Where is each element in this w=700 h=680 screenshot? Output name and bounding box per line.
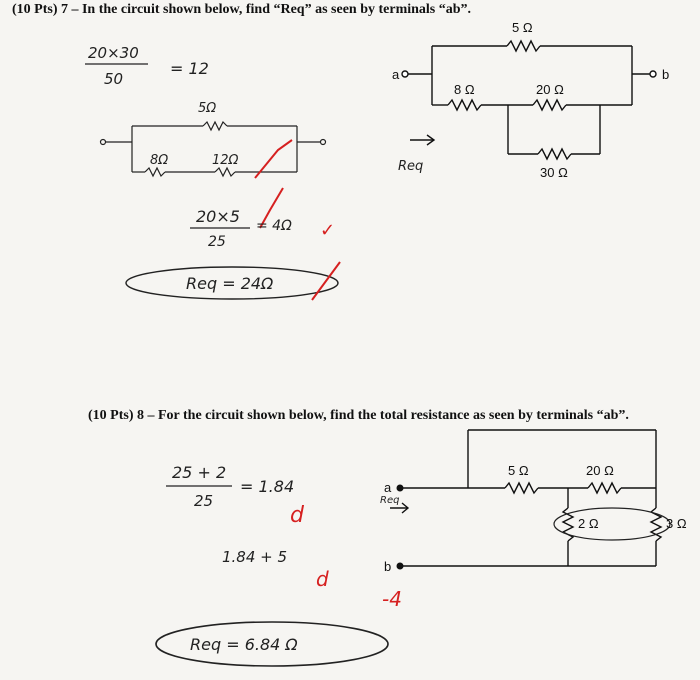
hw7-calc2-result: = 4Ω [256, 218, 292, 234]
terminal-b-label-8: b [384, 559, 392, 574]
problem-8-header: (10 Pts) 8 – For the circuit shown below, find the total resistance as seen by terminals “ab”. [88, 408, 629, 423]
hw8-calc2: 1.84 + 5 [222, 548, 288, 566]
label-5-ohm-7: 5 Ω [512, 20, 533, 35]
terminal-b-label-7: b [662, 67, 670, 82]
hw8-calc1: 25 + 2 [172, 463, 227, 482]
hw7-r8: 8Ω [150, 153, 169, 168]
label-20-ohm-8: 20 Ω [586, 463, 614, 478]
terminal-a-label-8: a [384, 480, 392, 495]
req-note-8: Req [380, 495, 400, 506]
hw8-answer: Req = 6.84 Ω [190, 635, 298, 654]
label-30-ohm-7: 30 Ω [540, 165, 568, 180]
hw7-grade-mark: ✓ [320, 220, 336, 241]
terminal-b-7 [650, 71, 656, 77]
terminal-a-label-7: a [392, 67, 400, 82]
hw7-calc1-result: = 12 [170, 59, 209, 78]
resistor-20-ohm-8 [588, 483, 621, 493]
hw8-red-mark1: d [290, 503, 304, 528]
resistor-5-ohm-7 [507, 41, 540, 51]
hw7-calc2: 20×5 [196, 207, 240, 226]
hw8-calc1-result: = 1.84 [240, 477, 295, 496]
resistor-8-ohm-7 [448, 100, 481, 110]
circuit-8 [390, 430, 661, 569]
hw7-calc1: 20×30 [88, 44, 139, 62]
terminal-b-8 [397, 563, 403, 569]
circuit-7 [402, 41, 656, 159]
resistor-20-ohm-7 [533, 100, 566, 110]
terminal-a-7 [402, 71, 408, 77]
hw8-score: -4 [382, 587, 402, 611]
problem-7-header: (10 Pts) 7 – In the circuit shown below, find “Req” as seen by terminals “ab”. [12, 2, 472, 17]
label-3-ohm-8: 3 Ω [666, 516, 687, 531]
req-note-7: Req [398, 159, 424, 174]
label-2-ohm-8: 2 Ω [578, 516, 599, 531]
hw8-calc1-den: 25 [194, 492, 214, 510]
hw7-calc1-den: 50 [104, 70, 124, 88]
hw7-r5: 5Ω [198, 101, 217, 116]
label-8-ohm-7: 8 Ω [454, 82, 475, 97]
resistor-30-ohm-7 [538, 149, 571, 159]
label-20-ohm-7: 20 Ω [536, 82, 564, 97]
label-5-ohm-8: 5 Ω [508, 463, 529, 478]
hw7-r12: 12Ω [212, 153, 239, 168]
hw8-red-mark2: d [316, 567, 329, 591]
resistor-5-ohm-8 [505, 483, 538, 493]
hw7-calc2-den: 25 [208, 234, 226, 250]
hw7-answer: Req = 24Ω [186, 274, 274, 293]
